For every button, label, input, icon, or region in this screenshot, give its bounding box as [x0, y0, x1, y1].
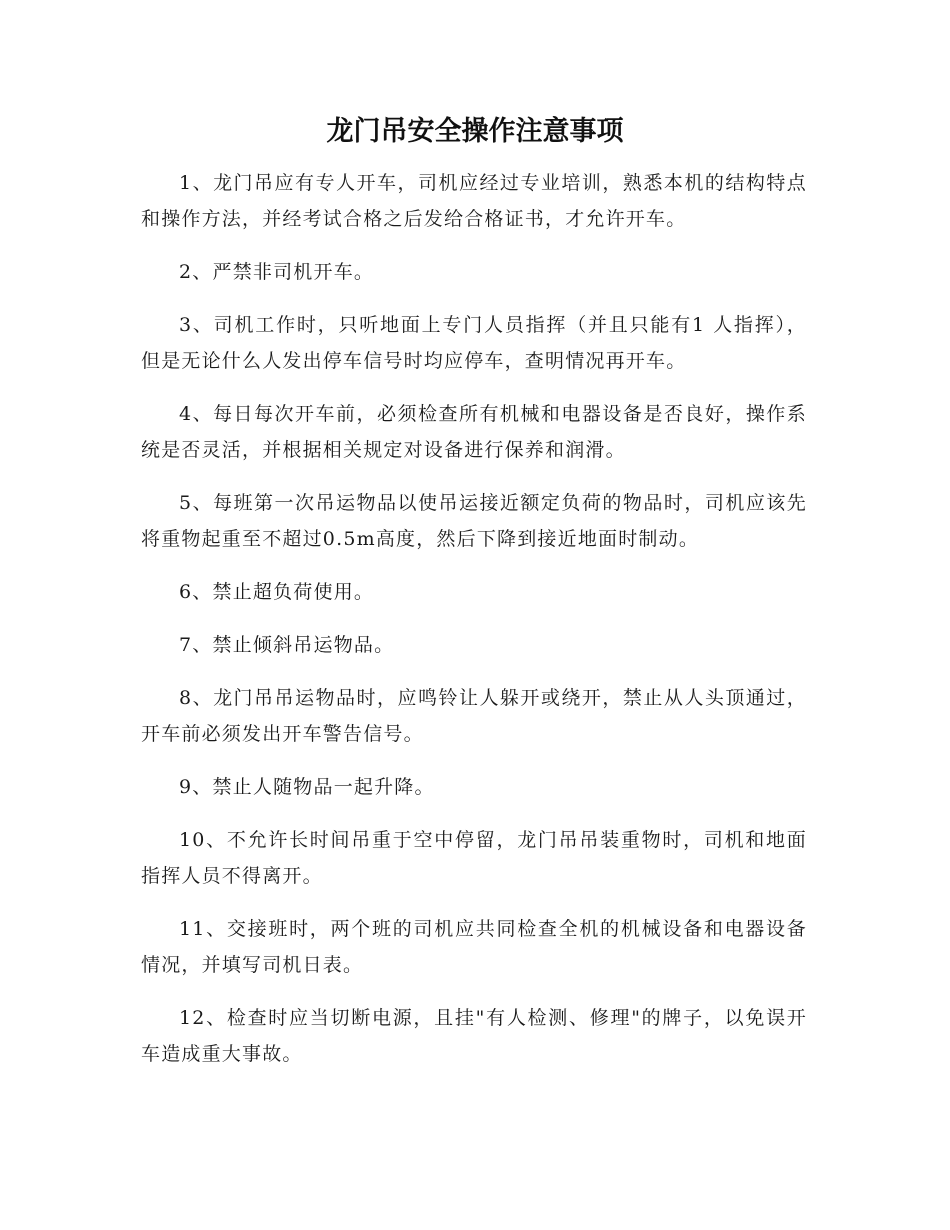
paragraph-3: 3、司机工作时，只听地面上专门人员指挥（并且只能有1 人指挥），但是无论什么人发出停车信号时均应停车，查明情况再开车。 — [141, 314, 807, 372]
paragraph-4: 4、每日每次开车前，必须检查所有机械和电器设备是否良好，操作系统是否灵活，并根据相关规定对设备进行保养和润滑。 — [141, 403, 807, 461]
paragraph-2: 2、严禁非司机开车。 — [179, 261, 375, 283]
document-title: 龙门吊安全操作注意事项 — [326, 116, 624, 147]
paragraph-11: 11、交接班时，两个班的司机应共同检查全机的机械设备和电器设备情况，并填写司机日表。 — [141, 918, 807, 976]
paragraph-12: 12、检查时应当切断电源，且挂"有人检测、修理"的牌子，以免误开车造成重大事故。 — [141, 1007, 807, 1065]
paragraph-1: 1、龙门吊应有专人开车，司机应经过专业培训，熟悉本机的结构特点和操作方法，并经考试合格之后发给合格证书，才允许开车。 — [141, 172, 807, 230]
paragraph-10: 10、不允许长时间吊重于空中停留，龙门吊吊装重物时，司机和地面指挥人员不得离开。 — [141, 829, 807, 887]
document-body — [141, 165, 807, 1072]
paragraph-6: 6、禁止超负荷使用。 — [179, 581, 375, 603]
paragraph-8: 8、龙门吊吊运物品时，应鸣铃让人躲开或绕开，禁止从人头顶通过，开车前必须发出开车警告信号。 — [141, 687, 807, 745]
paragraph-7: 7、禁止倾斜吊运物品。 — [179, 634, 395, 656]
paragraph-5: 5、每班第一次吊运物品以使吊运接近额定负荷的物品时，司机应该先将重物起重至不超过0.5m高度，然后下降到接近地面时制动。 — [141, 492, 807, 550]
paragraph-9: 9、禁止人随物品一起升降。 — [179, 776, 435, 798]
